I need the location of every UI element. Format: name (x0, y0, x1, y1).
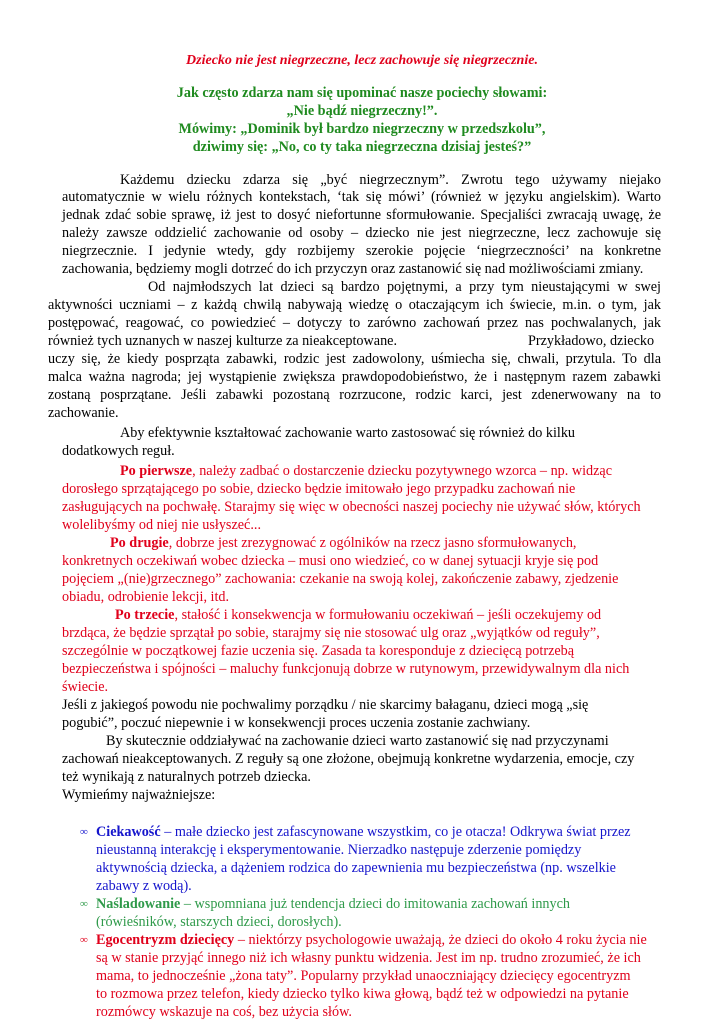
after-rules-line: Jeśli z jakiegoś powodu nie pochwalimy porządku / nie skarcimy bałaganu, dzieci mogą „się (62, 697, 589, 713)
intro-line: zachowanie. (48, 405, 119, 421)
rule-1-line: dorosłego sprzątającego po sobie, dziecko będzie imitowało jego przypadku zachowań nie (62, 481, 576, 497)
rule-1-text: , należy zadbać o dostarczenie dziecku pozytywnego wzorca – np. widząc (192, 463, 613, 479)
rule-3-line: świecie. (62, 679, 109, 695)
rule-3-text: , stałość i konsekwencja w formułowaniu oczekiwań – jeśli oczekujemy od (174, 607, 602, 623)
rule-2-line: obiadu, odrobienie lekcji, itd. (62, 589, 230, 605)
bullet-text: – wspomniana już tendencja dzieci do imitowania zachowań innych (180, 896, 570, 912)
causes-intro-line: zachowań nieakceptowanych. Z reguły są one złożone, obejmują konkretne wydarzenia, emocje, czy (62, 751, 635, 767)
intro-line: malca ważna nagroda; jej wystąpienie zwiększa prawdopodobieństwo, że i następnym razem zabawki (48, 369, 661, 385)
bullet-line: to rozmowa przez telefon, kiedy dziecko tylko kiwa głową, bądź też w odpowiedzi na pytanie (96, 986, 629, 1002)
infinity-bullet-icon: ∞ (80, 898, 88, 910)
intro-line: Przykładowo, dziecko (528, 333, 655, 349)
bullet-line: rozmówcy wskazuje na coś, bez użycia słów. (96, 1004, 352, 1020)
intro-line: należy zawsze oddzielić zachowanie od osoby – dziecko nie jest niegrzeczne, lecz zachowuje się (62, 225, 661, 241)
bullet-line: (rówieśników, starszych dzieci, dorosłych). (96, 914, 342, 930)
bullet-text: – niektórzy psychologowie uważają, że dzieci do około 4 roku życia nie (234, 932, 647, 948)
causes-intro-line: też wynikają z naturalnych potrzeb dziecka. (62, 769, 311, 785)
bullet-term: Egocentryzm dziecięcy (96, 932, 235, 948)
rule-2-line: pojęciem „(nie)grzecznego” zachowania: czekanie na swoją kolej, zakończenie zabawy, zjedzenie (62, 571, 619, 587)
rule-3-line: brzdąca, że będzie sprzątał po sobie, starajmy się nie stosować ulg oraz „wyjątków od reguły”, (62, 625, 600, 641)
causes-intro-line: By skutecznie oddziaływać na zachowanie dzieci warto zastanowić się nad przyczynami (106, 733, 609, 749)
bullet-line: zabawy z wodą). (96, 878, 192, 894)
intro-line: Każdemu dziecku zdarza się „być niegrzecznym”. Zwrotu tego używamy niejako (120, 172, 661, 188)
rule-1-first-line (120, 463, 612, 480)
bullet-line: są w stanie przyjąć innego niż ich własny punktu widzenia. Jest im np. trudno zrozumieć, że ich (96, 950, 641, 966)
intro-line: automatycznie w wielu różnych kontekstach, ‘tak się mówi’ (również w języku angielskim). Warto (62, 189, 661, 205)
subtitle-line: dziwimy się: „No, co ty taka niegrzeczna dzisiaj jesteś?” (192, 139, 532, 155)
rule-2-first-line (110, 535, 576, 552)
bullet-term: Naśladowanie (96, 896, 181, 912)
bullet-nasladowanie-first-line (96, 896, 570, 913)
rule-2-text: , dobrze jest zrezygnować z ogólników na rzecz jasno sformułowanych, (168, 535, 577, 551)
subtitle-line: Mówimy: „Dominik był bardzo niegrzeczny w przedszkolu”, (178, 121, 546, 137)
rule-3-line: bezpieczeństwa i spójności – maluchy funkcjonują dobrze w rutynowym, przewidywalnym dla nich (62, 661, 630, 677)
rule-3-label: Po trzecie (115, 607, 175, 623)
bullet-line: aktywnością dziecka, a dążeniem rodzica do zapewnienia mu bezpieczeństwa (np. wszelkie (96, 860, 616, 876)
bullet-text: – małe dziecko jest zafascynowane wszystkim, co je otacza! Odkrywa świat przez (160, 824, 631, 840)
rule-1-line: wolelibyśmy od niej nie usłyszeć... (62, 517, 261, 533)
intro-line: zostaną posprzątane. Jeśli zabawki pozostaną rozrzucone, rodzic karci, jest zdenerwowany na to (48, 387, 661, 403)
rules-intro-line: Aby efektywnie kształtować zachowanie warto zastosować się również do kilku (120, 425, 576, 441)
intro-line: Od najmłodszych lat dzieci są bardzo pojętnymi, a przy tym nieustającymi w swej (148, 279, 661, 295)
bullet-line: mama, to jednocześnie „żona taty”. Popularny przykład unaoczniający dziecięcy egocentryzm (96, 968, 631, 984)
causes-intro-line: Wymieńmy najważniejsze: (62, 787, 216, 803)
subtitle-line: Jak często zdarza nam się upominać nasze pociechy słowami: (176, 85, 548, 101)
after-rules-line: pogubić”, poczuć niepewnie i w konsekwencji proces uczenia zostanie zachwiany. (62, 715, 531, 731)
bullet-term: Ciekawość (96, 824, 161, 840)
rule-1-label: Po pierwsze (120, 463, 193, 479)
subtitle-line: „Nie bądź niegrzeczny!”. (286, 103, 438, 119)
rule-3-first-line (115, 607, 601, 624)
intro-line: jednak zdać sobie sprawę, iż jest to dosyć niefortunne sformułowanie. Specjaliści zwracają uwagę, że (62, 207, 661, 223)
rule-2-label: Po drugie (110, 535, 169, 551)
intro-line: uczy się, że kiedy posprząta zabawki, rodzic jest zadowolony, uśmiecha się, chwali, przytula. To dla (48, 351, 661, 367)
bullet-ciekawosc-first-line (96, 824, 631, 841)
bullet-egocentryzm-first-line (96, 932, 647, 949)
intro-line: zachowania, będziemy mogli dotrzeć do ich przyczyn oraz zastanowić się nad możliwościami zmiany. (62, 261, 644, 277)
rule-3-line: szczególnie w początkowej fazie uczenia się. Zasada ta koresponduje z dziecięcą potrzebą (62, 643, 575, 659)
rules-intro-line: dodatkowych reguł. (62, 443, 175, 459)
bullet-line: nieustanną interakcję i eksperymentowanie. Nierzadko następuje zderzenie pomiędzy (96, 842, 582, 858)
intro-line: również tych uznanych w naszej kulturze za nieakceptowane. (48, 333, 398, 349)
rule-2-line: konkretnych oczekiwań wobec dziecka – musi ono wiedzieć, co w danej sytuacji kryje się pod (62, 553, 599, 569)
rule-1-line: zasługujących na pochwałę. Starajmy się więc w obecności naszej pociechy nie używać słów, których (62, 499, 641, 515)
infinity-bullet-icon: ∞ (80, 826, 88, 838)
intro-line: aktywności uczniami – z każdą chwilą nabywają wiedzę o otaczającym ich świecie, m.in. o tym, jak (48, 297, 661, 313)
intro-line: postępować, reagować, co powiedzieć – dotyczy to zarówno zachowań przez nas pochwalanych, jak (48, 315, 661, 331)
intro-line: niegrzecznie. I jedynie wtedy, gdy rozbijemy szerokie pojęcie ‘niegrzeczności’ na konkretne (62, 243, 661, 259)
infinity-bullet-icon: ∞ (80, 934, 88, 946)
document-title: Dziecko nie jest niegrzeczne, lecz zachowuje się niegrzecznie. (186, 53, 538, 68)
